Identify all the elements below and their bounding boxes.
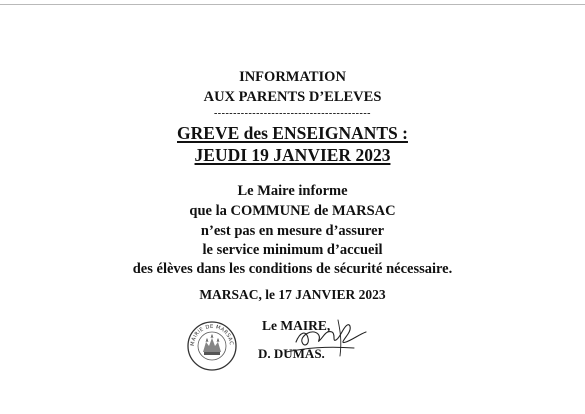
header-parents: AUX PARENTS D’ELEVES [203, 89, 382, 105]
title-strike: GREVE des ENSEIGNANTS : [177, 123, 408, 143]
body-line-5: des élèves dans les conditions de sécurité nécessaire. [132, 261, 453, 277]
header-information: INFORMATION [239, 69, 346, 85]
header-separator: ----------------------------------------- [213, 108, 372, 119]
date-line: MARSAC, le 17 JANVIER 2023 [199, 287, 386, 302]
title-date: JEUDI 19 JANVIER 2023 [194, 145, 391, 165]
body-line-2: que la COMMUNE de MARSAC [189, 203, 396, 219]
town-seal-icon [186, 320, 238, 372]
body-line-4: le service minimum d’accueil [202, 242, 383, 258]
handwritten-signature-icon [276, 312, 371, 362]
body-line-3: n’est pas en mesure d’assurer [200, 223, 385, 239]
signature-name: D. DUMAS. [258, 346, 325, 361]
svg-text:MAIRIE DE MARSAC: MAIRIE DE MARSAC [189, 323, 235, 347]
body-line-1: Le Maire informe [237, 183, 348, 199]
signature-title: Le MAIRE, [262, 318, 331, 333]
signature-block [258, 318, 368, 368]
